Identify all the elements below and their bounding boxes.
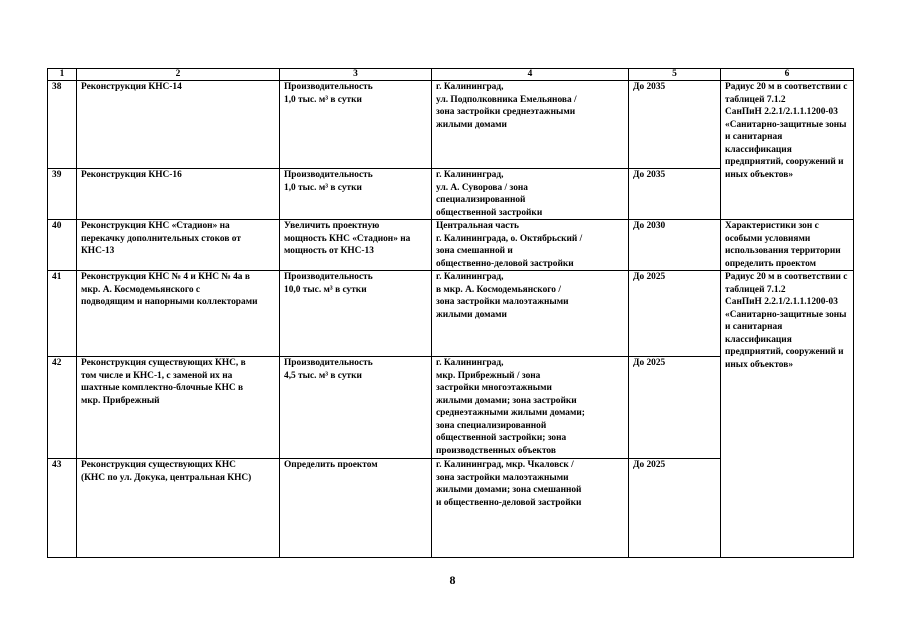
row-number: 38	[48, 81, 77, 169]
measure-location: г. Калининград, мкр. Прибрежный / зона застройки многоэтажными жилыми домами; зона застройки среднеэтажными жилыми домами; зона специализированной общественной застройки; зона производственных объектов	[432, 357, 629, 459]
zone-note-project: Характеристики зон с особыми условиями использования территории определить проектом	[721, 220, 854, 271]
measure-term: До 2025	[629, 271, 721, 357]
measure-name: Реконструкция КНС «Стадион» на перекачку дополнительных стоков от КНС-13	[77, 220, 280, 271]
measure-capacity: Увеличить проектную мощность КНС «Стадион» на мощность от КНС-13	[280, 220, 432, 271]
measure-term: До 2030	[629, 220, 721, 271]
measure-location: Центральная часть г. Калининграда, о. Октябрьский / зона смешанной и общественно-деловой застройки	[432, 220, 629, 271]
measure-location: г. Калининград, ул. Подполковника Емельянова / зона застройки среднеэтажными жилыми домами	[432, 81, 629, 169]
measure-name: Реконструкция КНС № 4 и КНС № 4а в мкр. А. Космодемьянского с подводящим и напорными коллекторами	[77, 271, 280, 357]
header-col-4: 4	[432, 69, 629, 81]
measure-term: До 2025	[629, 357, 721, 459]
row-number: 39	[48, 169, 77, 220]
measure-location: г. Калининград, мкр. Чкаловск / зона застройки малоэтажными жилыми домами; зона смешанной и общественно-деловой застройки	[432, 459, 629, 558]
measure-term: До 2025	[629, 459, 721, 558]
zone-note-radius: Радиус 20 м в соответствии с таблицей 7.1.2 СанПиН 2.2.1/2.1.1.1200-03 «Санитарно-защитные зоны и санитарная классификация предприятий, сооружений и иных объектов»	[721, 81, 854, 220]
row-number: 43	[48, 459, 77, 558]
measure-location: г. Калининград, ул. А. Суворова / зона специализированной общественной застройки	[432, 169, 629, 220]
row-number: 41	[48, 271, 77, 357]
zone-note-radius: Радиус 20 м в соответствии с таблицей 7.1.2 СанПиН 2.2.1/2.1.1.1200-03 «Санитарно-защитные зоны и санитарная классификация предприятий, сооружений и иных объектов»	[721, 271, 854, 558]
measure-capacity: Производительность 4,5 тыс. м³ в сутки	[280, 357, 432, 459]
measure-capacity: Производительность 1,0 тыс. м³ в сутки	[280, 81, 432, 169]
table-row	[48, 81, 854, 169]
measure-capacity: Определить проектом	[280, 459, 432, 558]
page-number: 8	[449, 573, 456, 587]
table-row	[48, 220, 854, 271]
measure-location: г. Калининград, в мкр. А. Космодемьянского / зона застройки малоэтажными жилыми домами	[432, 271, 629, 357]
measure-term: До 2035	[629, 81, 721, 169]
measure-name: Реконструкция КНС-14	[77, 81, 280, 169]
measure-name: Реконструкция существующих КНС (КНС по ул. Докука, центральная КНС)	[77, 459, 280, 558]
measure-capacity: Производительность 10,0 тыс. м³ в сутки	[280, 271, 432, 357]
header-col-5: 5	[629, 69, 721, 81]
measure-capacity: Производительность 1,0 тыс. м³ в сутки	[280, 169, 432, 220]
measure-name: Реконструкция существующих КНС, в том числе и КНС-1, с заменой их на шахтные комплектно-блочные КНС в мкр. Прибрежный	[77, 357, 280, 459]
header-col-1: 1	[48, 69, 77, 81]
header-col-3: 3	[280, 69, 432, 81]
row-number: 40	[48, 220, 77, 271]
measures-table	[47, 68, 854, 558]
header-col-6: 6	[721, 69, 854, 81]
measure-term: До 2035	[629, 169, 721, 220]
table-row	[48, 271, 854, 357]
row-number: 42	[48, 357, 77, 459]
header-col-2: 2	[77, 69, 280, 81]
header-row	[48, 69, 854, 81]
measure-name: Реконструкция КНС-16	[77, 169, 280, 220]
